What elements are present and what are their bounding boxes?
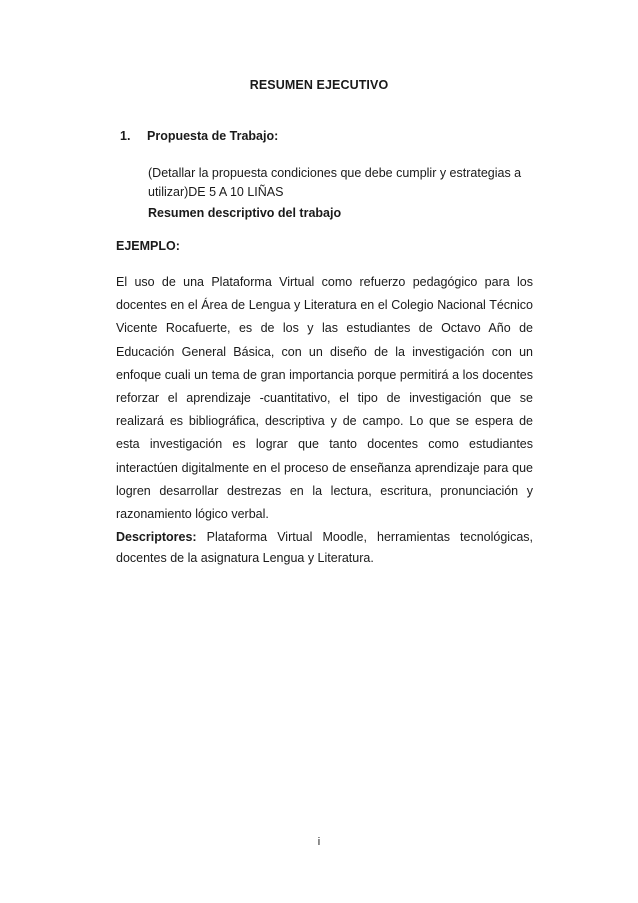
section-heading-text: Propuesta de Trabajo:: [147, 129, 279, 143]
descriptors-text: Plataforma Virtual Moodle, herramientas tecnológicas, docentes de la asignatura Lengua y Literatura.: [116, 530, 533, 565]
example-label: EJEMPLO:: [116, 239, 180, 253]
summary-paragraph: El uso de una Plataforma Virtual como refuerzo pedagógico para los docentes en el Área de Lengua y Literatura en el Colegio Nacional Técnico Vicente Rocafuerte, es de los y las estudiantes de Octavo Año de Educación General Básica, con un diseño de la investigación con un enfoque cuali un tema de gran importancia porque permitirá a los docentes reforzar el aprendizaje -cuantitativo, el tipo de investigación que se realizará es bibliográfica, descriptiva y de campo. Lo que se espera de esta investigación es lograr que tanto docentes como estudiantes interactúen digitalmente en el proceso de enseñanza aprendizaje para que logren desarrollar destrezas en la lectura, escritura, pronunciación y razonamiento lógico verbal.: [116, 275, 533, 522]
descriptors-label: Descriptores:: [116, 530, 197, 544]
descriptors-paragraph: [116, 527, 533, 569]
section-number: 1.: [120, 129, 131, 143]
section-heading: [120, 129, 278, 143]
document-title: RESUMEN EJECUTIVO: [249, 78, 389, 92]
page-number: i: [317, 836, 321, 848]
instruction-text: (Detallar la propuesta condiciones que debe cumplir y estrategias a utilizar)DE 5 A 10 LIÑAS: [148, 166, 522, 199]
summary-subheading: Resumen descriptivo del trabajo: [148, 206, 342, 220]
